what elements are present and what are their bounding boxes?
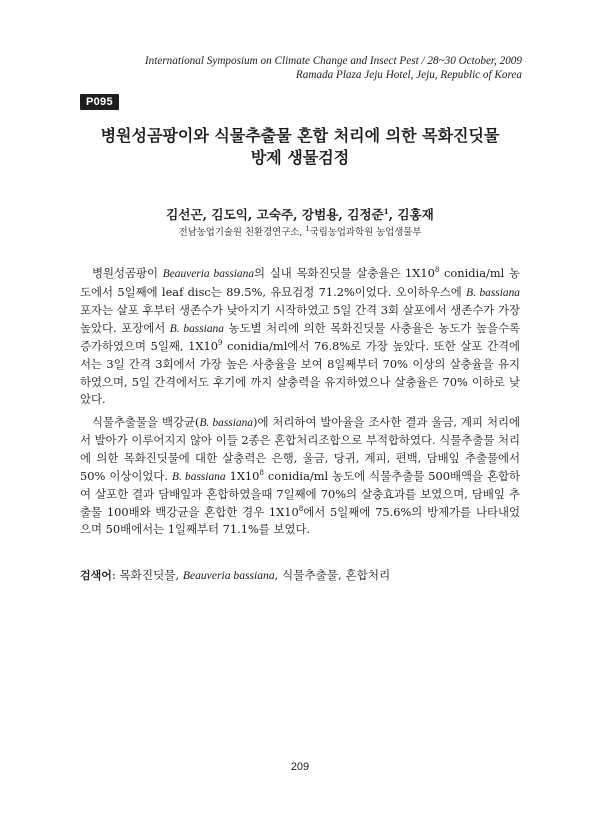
text-run: 농도별 처리에 의한 목화진딧물 사충율은 농도가 높을수록 증가하였으며 5일째, 1X10 [80, 320, 520, 354]
species-name: B. bassiana [169, 322, 224, 335]
text-run: conidia/ml 농도에서 5일째에 leaf disc는 89.5%, 유묘검정 71.2%이었다. 오이하우스에 [80, 266, 520, 299]
text-run: 식물추출물을 백강균( [92, 414, 200, 429]
keyword-text: 목화진딧물, [119, 568, 183, 582]
species-name: B. bassiana [466, 286, 520, 299]
affiliation [60, 224, 540, 238]
text-run: conidia/ml 농도에 식물추출물 500배액을 혼합하여 살포한 결과 담배잎과 혼합하였을때 7일째에 70%의 살충효과를 보였으며, 담배잎 추출물 100배와 백강균을 혼합한 경우 1X10 [80, 468, 520, 519]
text-run: conidia/ml에서 76.8%로 가장 높았다. 또한 살포 간격에서는 3일 간격 3회에서 가장 높은 사충율을 보여 8일째부터 70% 이상의 살충율을 유지하였으며, 5일 간격에서도 후기에 까지 살충력을 유지하였으나 살충율은 70% 이하로 낮았다. [80, 339, 520, 407]
abstract-paragraph-2 [80, 414, 520, 539]
affiliation-mark: 1 [305, 224, 310, 233]
species-name: Beauveria bassiana [162, 268, 255, 280]
header-line-1: International Symposium on Climate Change and Insect Pest / 28~30 October, 2009 [144, 55, 522, 67]
author-list [60, 204, 540, 223]
keywords-separator: : [111, 568, 120, 582]
abstract-paragraph-1 [80, 265, 520, 409]
author-names-rest: , 김홍재 [388, 207, 434, 222]
text-run: 포자는 살포 후부터 생존수가 낮아지기 시작하였고 5일 간격 3회 살포에서 생존수가 가장 높았다. 포장에서 [80, 303, 520, 335]
exponent: 8 [298, 504, 304, 513]
affiliation-primary: 전남농업기술원 친환경연구소, [178, 227, 306, 238]
conference-header [145, 54, 522, 82]
text-run: )에 처리하여 발아율을 조사한 결과 울금, 계피 처리에서 발아가 이루어지지 않아 이들 2종은 혼합처리조합으로 부적합하였다. 식물추출물 처리에 의한 목화진딧물에 대한 살충력은 은행, 울금, 당귀, 계피, 편백, 담배잎 추출물에서 50% 이상이었다. [80, 414, 520, 483]
paper-title-line-1: 병원성곰팡이와 식물추출물 혼합 처리에 의한 목화진딧물 [100, 126, 500, 145]
text-run: 의 실내 목화진딧물 살충율은 1X10 [254, 266, 435, 280]
species-name: B. bassiana [172, 470, 226, 483]
exponent: 9 [218, 339, 223, 348]
affiliation-secondary: 국립농업과학원 농업생물부 [309, 227, 422, 238]
abstract-body [80, 265, 520, 544]
page-number: 209 [290, 761, 310, 773]
keywords [80, 567, 520, 583]
species-name: B. bassiana [199, 416, 253, 429]
keyword-text: , 식물추출물, 혼합처리 [274, 568, 391, 582]
keywords-label: 검색어 [80, 569, 112, 582]
text-run: 1X10 [225, 468, 260, 483]
text-run: 에서 5일째에 75.6%의 방제가를 나타내었으며 50배에서는 1일째부터 71.1%를 보였다. [80, 504, 520, 537]
author-affiliation-mark: 1 [383, 206, 389, 216]
paper-title-line-2: 방제 생물검정 [250, 148, 350, 167]
exponent: 8 [259, 468, 264, 477]
keyword-species: Beauveria bassiana [182, 569, 275, 582]
author-names: 김선곤, 김도익, 고숙주, 강범용, 김정준 [166, 207, 384, 222]
header-line-2: Ramada Plaza Jeju Hotel, Jeju, Republic of Korea [295, 69, 522, 81]
poster-id-badge: P095 [80, 94, 119, 110]
exponent: 8 [434, 266, 440, 275]
text-run: 병원성곰팡이 [92, 266, 163, 280]
